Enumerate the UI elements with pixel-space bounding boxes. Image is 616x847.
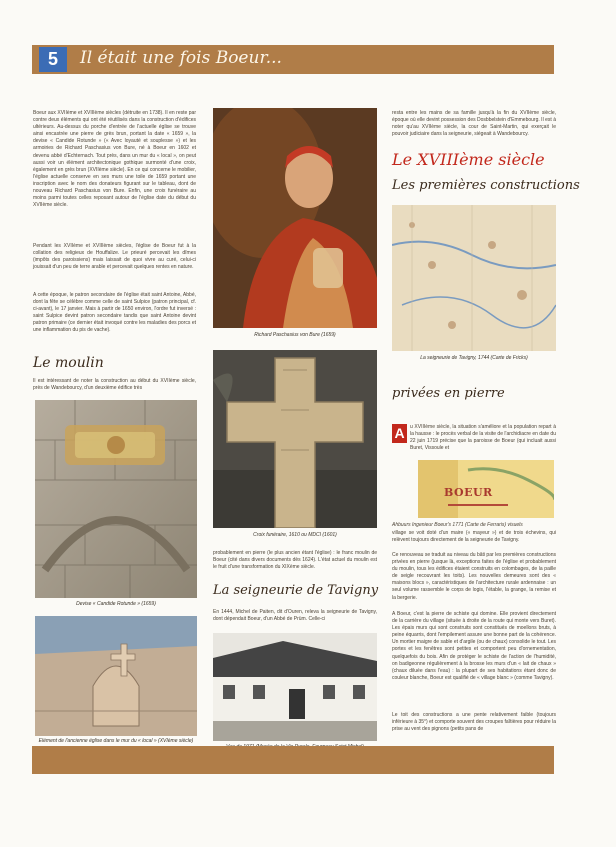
col1-paragraph-2: Pendant les XVIIème et XVIIIème siècles, l'église de Boeur fut à la collation des religieux de Houffalize. Le prieuré percevait les dîmes (impôts des paroissiens) mais laissait de quoi vivre au curé, celui-ci jouissait d'un peu de terre arable et percevait quelques rentes en nature. (33, 243, 196, 271)
gothic-element-image (35, 616, 197, 736)
map-caption: La seigneurie de Tavigny, 1744 (Carte de Fricks) (420, 355, 528, 361)
col1-paragraph-4: Il est intéressant de noter la construction au début du XVIIème siècle, près de Wandebourcy, d'un deuxième édifice très (33, 378, 196, 392)
privees-heading: privées en pierre (392, 386, 505, 401)
col3-paragraph-5: A Boeur, c'est la pierre de schiste qui domine. Elle provient directement de la carrière du village (située à droite de la route qui monte vers Buret). Les épais murs qui sont construits sont constitués de moellons bruts, à peine équarris, dont l'empilement assure une bonne part de la cohérence. Un mortier maigre de sable et d'argile (ou de chaux) consolide le tout. Les portes et les fenêtres sont petites et comportent peu d'ornementation, quelquefois du bois. Afin de protéger le schiste de l'action de l'humidité, on badigeonne régulièrement à la brosse les murs d'un « lait de chaux » (chaux diluée dans l'eau) : la plupart de ses habitations étant donc de couleur blanche, Boeur est qualifié de « village blanc » (comme Tavigny). (392, 611, 556, 681)
element-caption: Elément de l'ancienne église dans le mur du « local » (XVIème siècle) (38, 738, 194, 744)
devise-stone-image (35, 400, 197, 598)
seigneurie-heading: La seigneurie de Tavigny (213, 583, 379, 598)
col3-paragraph-1: resta entre les mains de sa famille jusqu'à la fin du XVIIème siècle, époque où elle devint possession des Dosbbelstein d'Emmebourg. Il est à noter qu'au XVIIème siècle, la cour de Saint-Martin, qui exerçait le pouvoir judiciaire dans la seigneurie, siégeait à Wandebourcy. (392, 110, 556, 138)
col2-paragraph-1: probablement en pierre (le plus ancien étant l'église) : le franc moulin de Boeur (cité dans divers documents dès 1624). L'état actuel du moulin est le fruit d'une transformation du XIXème siècle. (213, 550, 377, 571)
col3-paragraph-3: village se voit doté d'un maire (« mayeur ») et de trois échevins, qui relèvent toujours directement de la seigneurie de Tavigny. (392, 530, 556, 544)
devise-photo (35, 400, 197, 598)
constructions-heading: Les premières constructions (392, 178, 580, 193)
portrait-image (213, 108, 377, 328)
old-map-image (392, 205, 556, 351)
portrait-photo (213, 108, 377, 328)
century-heading: Le XVIIIème siècle (392, 150, 545, 169)
map-label-boeur: BOEUR (444, 486, 493, 499)
col3-paragraph-6: Le toit des constructions a une pente relativement faible (toujours inférieure à 35°) et comporte souvent des croupes faîtières pour réduire la prise au vent des pignons (petits pans de (392, 712, 556, 733)
chapter-title: Il était une fois Boeur... (80, 48, 282, 68)
portrait-caption: Richard Paschasius von Bure (1659) (254, 332, 336, 338)
cross-caption: Croix funéraire, 1610 ou MDCI (1601) (253, 532, 337, 538)
footer-bar (32, 746, 554, 774)
col1-paragraph-1: Boeur aux XVIIème et XVIIIème siècles (détruite en 1738). Il en reste par contre deux éléments qui ont été réutilisés dans la construction d'édifices ultérieurs. Au-dessus du porche d'entrée de l'actuelle église se trouve ainsi encastrée une pierre de grès brun, portant la date « 1659 », la devise « Candide Rotunde » (« Avec loyauté et souplesse ») et les armoiries de Richard Paschasius von Bure, né à Boeur en 1602 et devenu abbé d'Echternach. Tout près, dans un mur du « local », on peut aussi voir un élément architectonique gothique surmonté d'une croix, également en grès brun (XVIIème siècle). En ce qui concerne le mobilier, l'église actuelle conserve en ses murs une toile de 1659 portant une inscription avec le nom des donateurs figurant sur le tableau, dont de nouveau Richard Paschasius von Bure. Enfin, une croix funéraire au moins parmi toutes celles reposant autour de l'église date du début du XVIIème siècle. (33, 110, 196, 209)
devise-caption: Devise « Candide Rotunde » (1659) (76, 601, 156, 607)
moulin-heading: Le moulin (33, 355, 104, 371)
cross-photo (213, 350, 377, 528)
farm-photo (213, 633, 377, 741)
drop-cap: A (392, 424, 407, 443)
map-photo (392, 205, 556, 351)
farmhouse-image (213, 633, 377, 741)
col3-paragraph-2: u XVIIIème siècle, la situation s'améliore et la population repart à la hausse : le procès verbal de la visite de l'archidiacre en date du 22 juin 1719 précise que la paroisse de Boeur (qui incluait aussi Buret, Vissoule et (410, 424, 556, 452)
element-photo (35, 616, 197, 736)
col2-paragraph-2: En 1444, Michel de Paiten, dit d'Ouren, releva la seigneurie de Tavigny, dont dépendait Boeur, d'un Abbé de Prüm. Celle-ci (213, 609, 377, 623)
ferraris-caption: Ahbuurs Ingenieur Boeur's 1771 (Carte de Ferraris) visuels (392, 522, 523, 528)
funeral-cross-image (213, 350, 377, 528)
col1-paragraph-3: A cette époque, le patron secondaire de l'église était saint Antoine, Abbé, dont la fête se célèbre comme celle de saint Sulpice (patron principal, cf. ci-avant), le 17 janvier. Mais à partir de 1650 environ, l'ordre fut inversé : saint Sulpice devint patron secondaire tandis que saint Antoine devint patron primaire (ce dernier était invoqué contre les maladies des porcs et une inflammation du pis de vache). (33, 292, 196, 334)
chapter-number-badge: 5 (39, 47, 67, 72)
col3-paragraph-4: Ce renouveau se traduit au niveau du bâti par les premières constructions privées en pierre (jusque là, exceptions faites de l'église et probablement du moulin, tous les édifices étaient construits en colombages, de la paille de seigle recouvrant les toits). Les nouvelles demeures sont des « maisons blocs », caractéristiques de l'architecture rurale ardennaise : un seul volume rassemble le corps de logis, l'étable, la grange, la remise et la bergerie. (392, 552, 556, 601)
